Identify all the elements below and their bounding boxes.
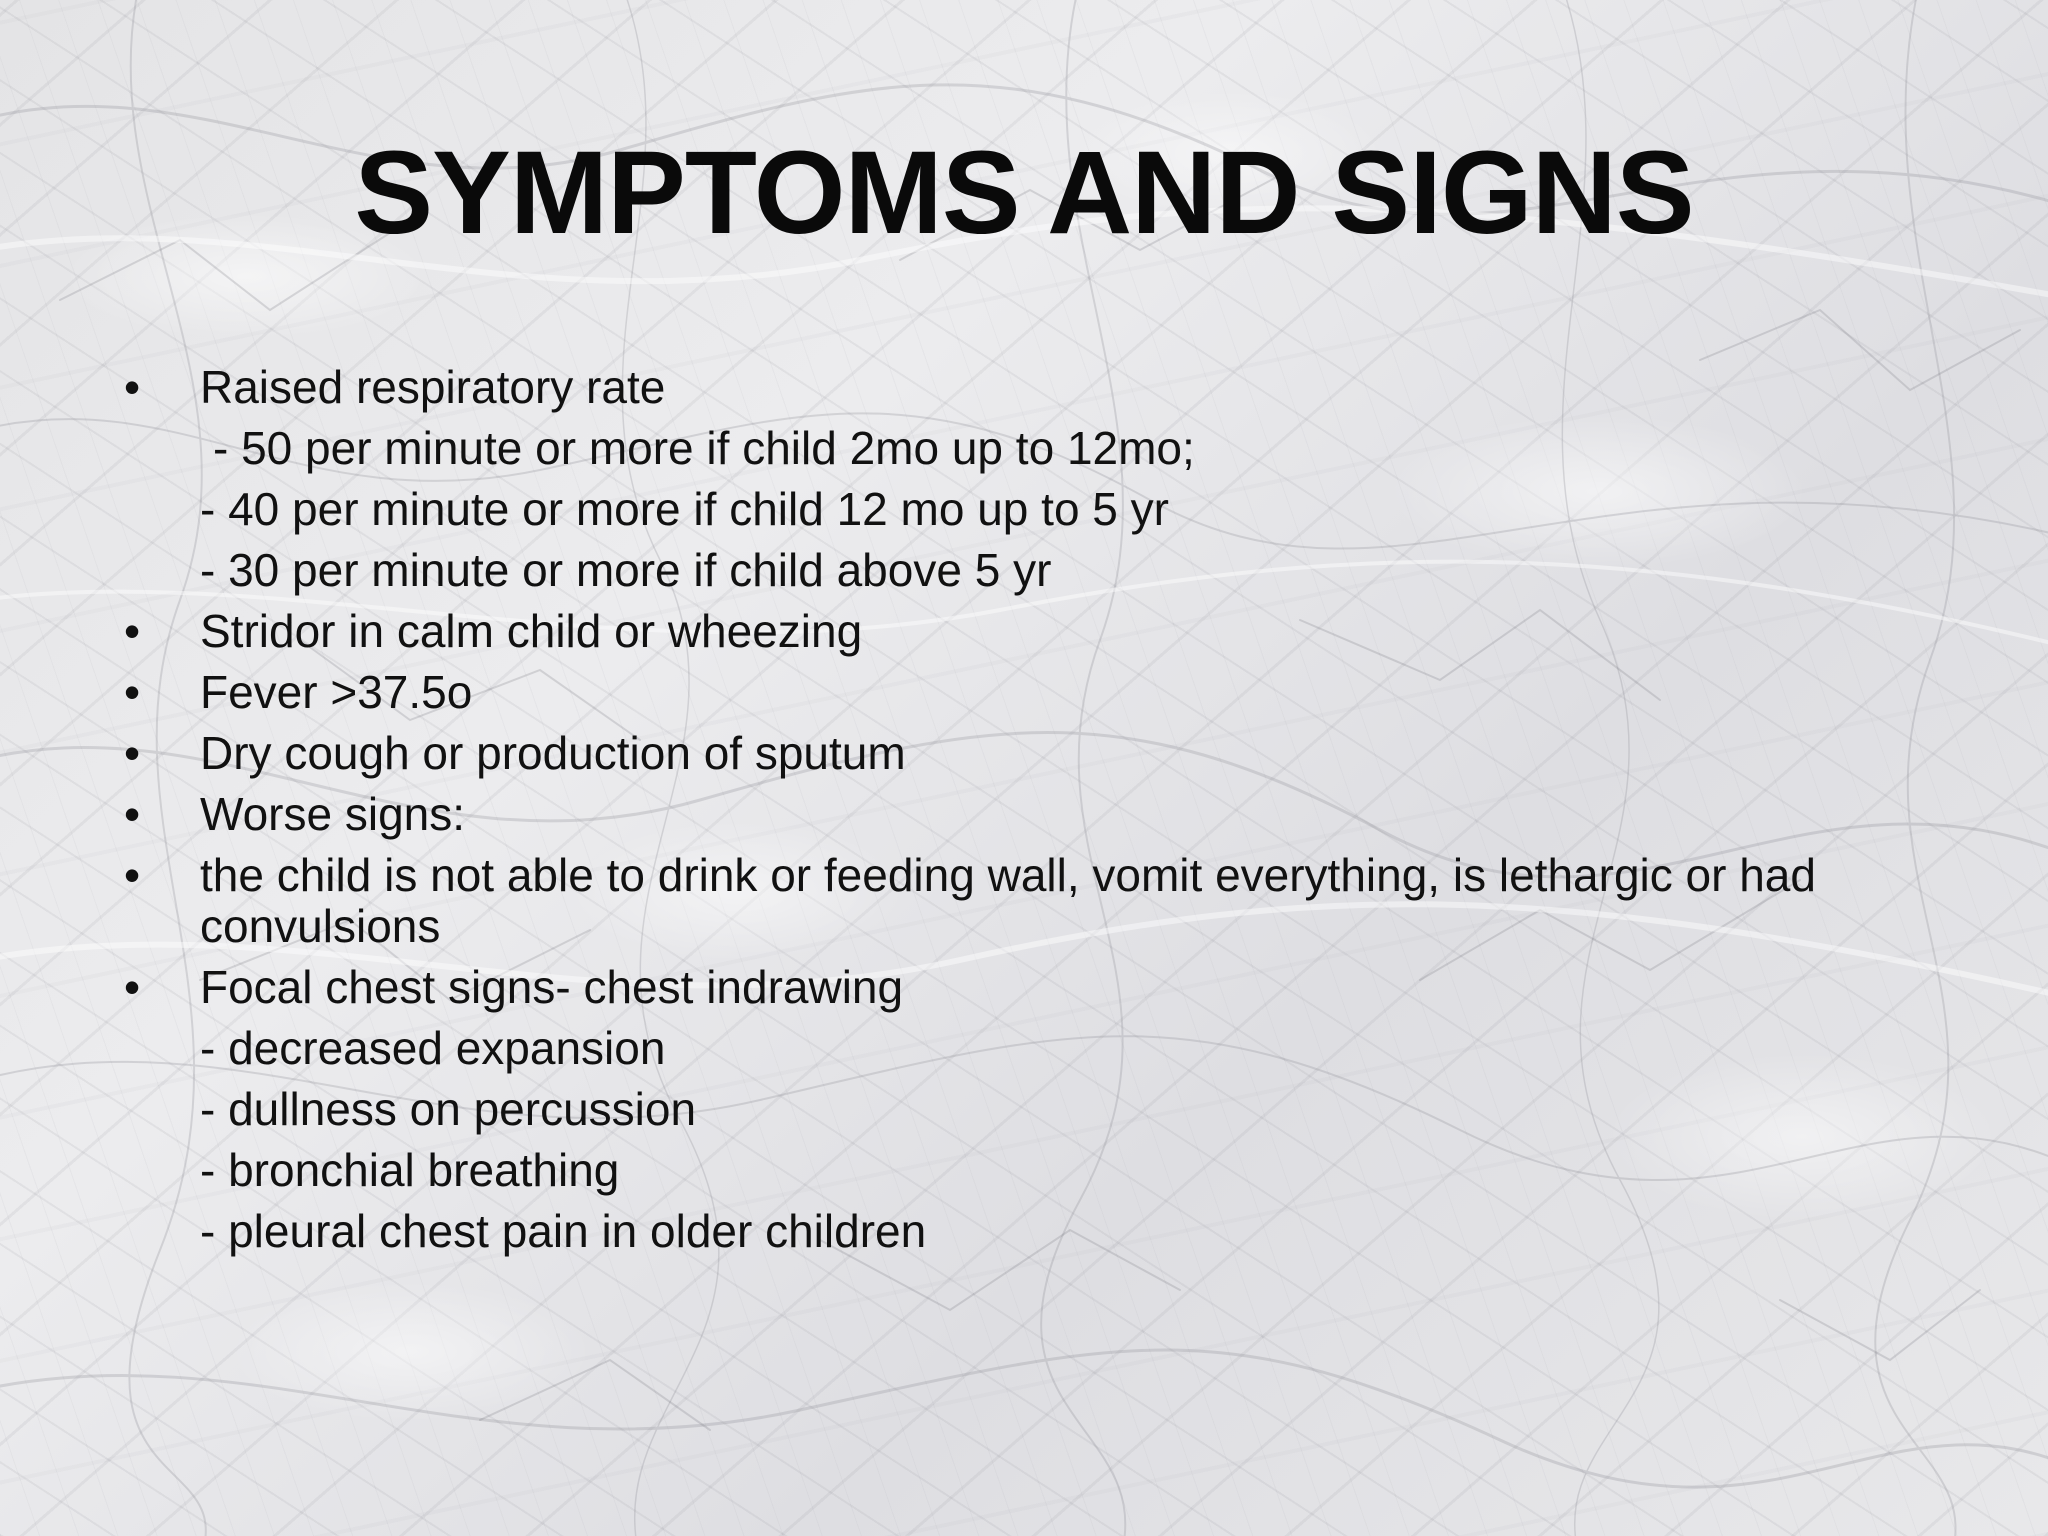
bullet-text: Dry cough or production of sputum bbox=[200, 727, 906, 779]
bullet-item bbox=[0, 601, 2048, 662]
bullet-icon: • bbox=[123, 788, 141, 840]
bullet-item bbox=[0, 662, 2048, 723]
bullet-item bbox=[0, 784, 2048, 845]
sub-item-text: - pleural chest pain in older children bbox=[200, 1205, 927, 1257]
content-list bbox=[0, 357, 2048, 1262]
bullet-item bbox=[0, 357, 2048, 418]
slide-title: SYMPTOMS AND SIGNS bbox=[354, 127, 1694, 259]
sub-item bbox=[0, 418, 2048, 479]
sub-item bbox=[0, 540, 2048, 601]
sub-item bbox=[0, 1140, 2048, 1201]
sub-item-text: - dullness on percussion bbox=[200, 1083, 697, 1135]
sub-item-text: - 40 per minute or more if child 12 mo up to 5 yr bbox=[200, 483, 1169, 535]
bullet-item bbox=[0, 845, 2048, 957]
sub-item bbox=[0, 1079, 2048, 1140]
bullet-text: Raised respiratory rate bbox=[200, 361, 666, 413]
sub-item-text: - bronchial breathing bbox=[200, 1144, 620, 1196]
bullet-text: Focal chest signs- chest indrawing bbox=[200, 961, 904, 1013]
bullet-icon: • bbox=[123, 849, 141, 901]
sub-item bbox=[0, 1201, 2048, 1262]
bullet-text: Fever >37.5o bbox=[200, 666, 473, 718]
bullet-icon: • bbox=[123, 666, 141, 718]
sub-item bbox=[0, 479, 2048, 540]
bullet-icon: • bbox=[123, 605, 141, 657]
sub-item-text: - decreased expansion bbox=[200, 1022, 666, 1074]
sub-item-text: - 50 per minute or more if child 2mo up to 12mo; bbox=[213, 422, 1195, 474]
bullet-icon: • bbox=[123, 361, 141, 413]
bullet-icon: • bbox=[123, 727, 141, 779]
bullet-item bbox=[0, 723, 2048, 784]
sub-item bbox=[0, 1018, 2048, 1079]
bullet-text: Stridor in calm child or wheezing bbox=[200, 605, 863, 657]
sub-item-text: - 30 per minute or more if child above 5 yr bbox=[200, 544, 1052, 596]
bullet-item bbox=[0, 957, 2048, 1018]
bullet-text: Worse signs: bbox=[200, 788, 466, 840]
bullet-icon: • bbox=[123, 961, 141, 1013]
bullet-text: the child is not able to drink or feeding wall, vomit everything, is lethargic or had convulsions bbox=[200, 849, 1816, 952]
